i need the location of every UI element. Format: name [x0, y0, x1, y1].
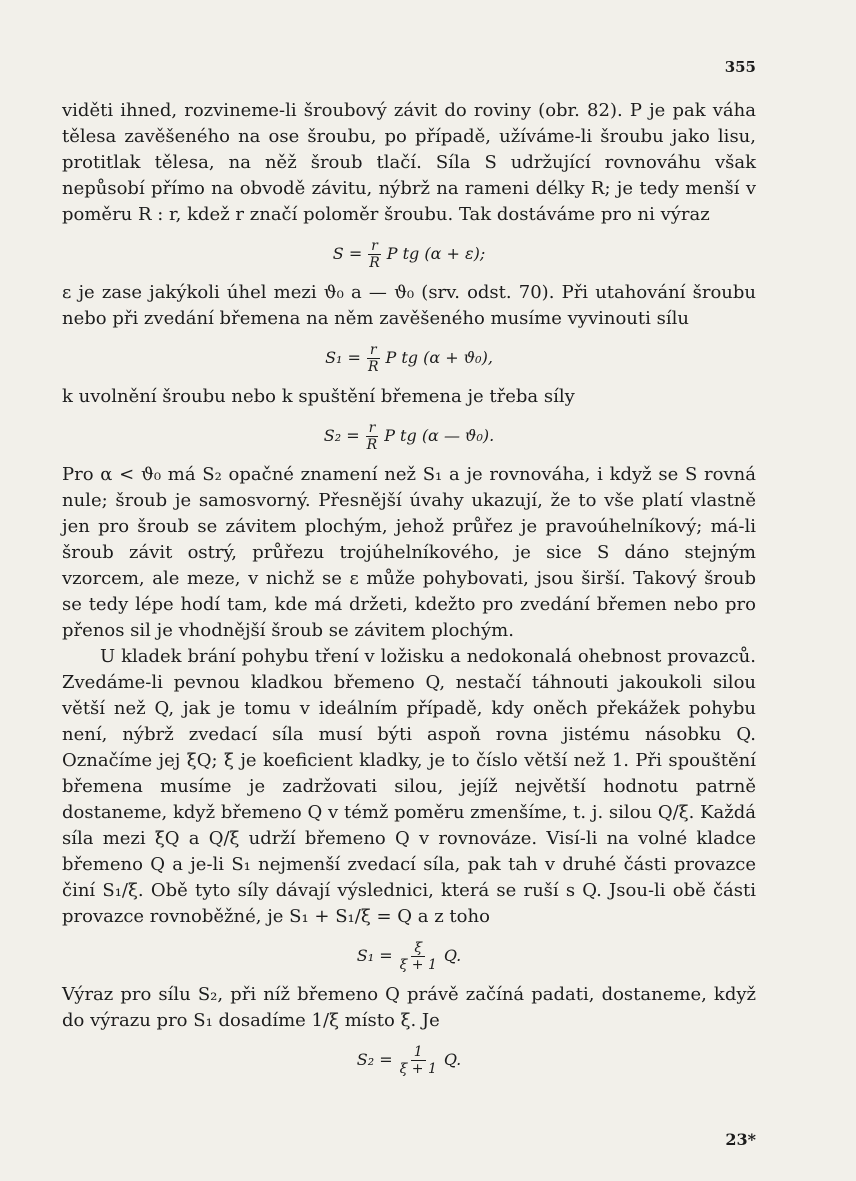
fraction: [366, 238, 383, 271]
paragraph: Pro α < ϑ₀ má S₂ opačné znamení než S₁ a je rovnováha, i když se S rovná nule; šroub je samosvorný. Přesnější úvahy ukazují, že to vše platí vlastně jen pro šroub se závitem plochým, jehož průřez je pravoúhelníkový; má-li šroub závit ostrý, průřezu trojúhelníkového, je sice S dáno stejným vzorcem, ale meze, v nichž se ε může pohybovati, jsou širší. Takový šroub se tedy lépe hodí tam, kde má držeti, kdežto pro zvedání břemen nebo pro přenos sil je vhodnější šroub se závitem plochým.: [62, 464, 756, 641]
fraction: [397, 1044, 440, 1077]
formula-lhs: S₁ =: [325, 348, 361, 367]
formula-s: [62, 228, 756, 280]
fraction-denominator: R: [366, 436, 378, 453]
formula-s1-pulley: [62, 930, 756, 982]
paragraph: U kladek brání pohybu tření v ložisku a nedokonalá ohebnost provazců. Zvedáme-li pevnou kladkou břemeno Q, nestačí táhnouti jakoukoli silou větší než Q, jak je tomu v ideálním případě, kdy oněch překážek pohybu není, nýbrž zvedací síla musí býti aspoň rovna jistému násobku Q. Označíme jej ξQ; ξ je koeficient kladky, je to číslo větší než 1. Při spouštění břemena musíme je zadržovati silou, jejíž největší hodnotu patrně dostaneme, když břemeno Q v témž poměru zmenšíme, t. j. silou Q/ξ. Každá síla mezi ξQ a Q/ξ udrží břemeno Q v rovnováze. Visí-li na volné kladce břemeno Q a je-li S₁ nejmenší zvedací síla, pak tah v druhé části provazce činí S₁/ξ. Obě tyto síly dávají výslednici, která se ruší s Q. Jsou-li obě části provazce rovnoběžné, je S₁ + S₁/ξ = Q a z toho: [62, 646, 756, 927]
fraction-numerator: r: [366, 420, 379, 437]
paragraph: k uvolnění šroubu nebo k spuštění břemena je třeba síly: [62, 386, 575, 407]
paragraph: ε je zase jakýkoli úhel mezi ϑ₀ a — ϑ₀ (srv. odst. 70). Při utahování šroubu nebo při zvedání břemena na něm zavěšeného musíme vyvinouti sílu: [62, 282, 756, 329]
formula-s2-pulley: [62, 1034, 756, 1086]
fraction-numerator: r: [367, 342, 380, 359]
fraction-numerator: r: [368, 238, 381, 255]
fraction-denominator: R: [369, 254, 380, 271]
formula-s1: [62, 332, 756, 384]
formula-rhs: P tg (α + ε);: [386, 244, 486, 263]
fraction: [365, 342, 382, 375]
paragraph: Výraz pro sílu S₂, při níž břemeno Q právě začíná padati, dostaneme, když do výrazu pro S₁ dosadíme 1/ξ místo ξ. Je: [62, 984, 756, 1031]
page-body: [62, 58, 756, 1086]
fraction-numerator: ξ: [411, 940, 425, 957]
signature-mark: 23*: [725, 1130, 756, 1149]
fraction-numerator: 1: [411, 1044, 426, 1061]
formula-rhs: P tg (α + ϑ₀),: [385, 348, 493, 367]
fraction: [397, 940, 440, 973]
paragraph: viděti ihned, rozvineme-li šroubový závit do roviny (obr. 82). P je pak váha tělesa zavěšeného na ose šroubu, po případě, užíváme-li šroubu jako lisu, protitlak tělesa, na něž šroub tlačí. Síla S udržující rovnováhu však nepůsobí přímo na obvodě závitu, nýbrž na rameni délky R; je tedy menší v poměru R : r, kdež r značí poloměr šroubu. Tak dostáváme pro ni výraz: [62, 100, 756, 225]
formula-s2: [62, 410, 756, 462]
fraction-denominator: ξ + 1: [399, 1060, 437, 1077]
formula-rhs: Q.: [443, 1050, 462, 1069]
fraction-denominator: R: [367, 358, 379, 375]
formula-lhs: S₂ =: [356, 1050, 393, 1069]
fraction: [364, 420, 381, 453]
formula-lhs: S₂ =: [323, 426, 360, 445]
page-number: 355: [724, 58, 756, 76]
formula-rhs: Q.: [443, 946, 462, 965]
fraction-denominator: ξ + 1: [399, 956, 437, 973]
formula-lhs: S =: [332, 244, 363, 263]
formula-rhs: P tg (α — ϑ₀).: [384, 426, 495, 445]
formula-lhs: S₁ =: [356, 946, 393, 965]
